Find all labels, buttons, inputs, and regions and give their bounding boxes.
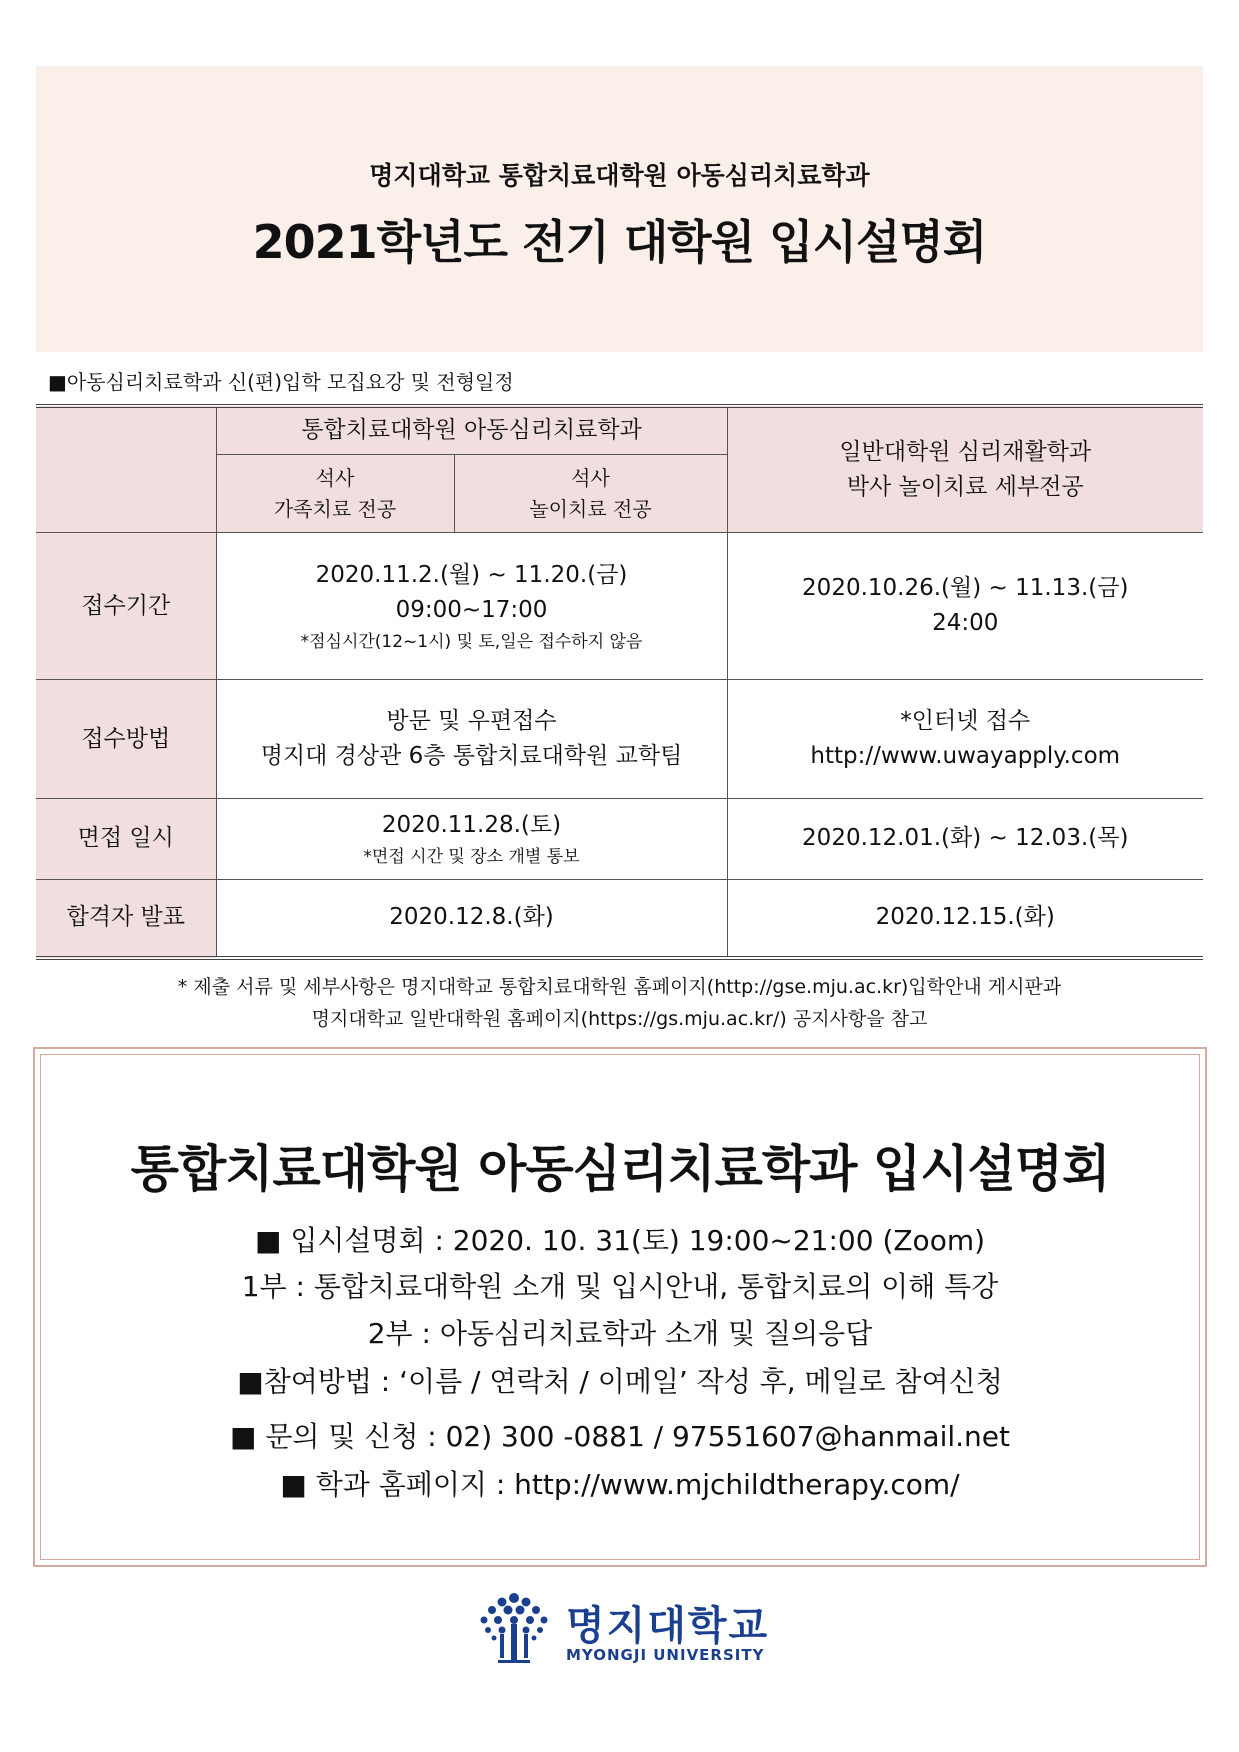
table-row [36,879,1203,958]
cell-line: *인터넷 접수 [900,707,1031,734]
cell-line: 2020.10.26.(월) ~ 11.13.(금) [802,574,1129,601]
info-line-part1: 1부 : 통합치료대학원 소개 및 입시안내, 통합치료의 이해 특강 [241,1270,999,1303]
col1a-major: 가족치료 전공 [273,496,397,521]
university-logo [474,1588,774,1668]
table-row [36,799,1203,880]
row-label: 합격자 발표 [36,879,216,958]
col2-header-line1: 일반대학원 심리재활학과 [839,438,1092,465]
info-line-part2: 2부 : 아동심리치료학과 소개 및 질의응답 [367,1317,873,1350]
cell-note: *면접 시간 및 장소 개별 통보 [363,846,580,867]
cell-line: 2020.11.28.(토) [381,812,562,839]
table-header-row [36,406,1203,454]
col1b-header [454,454,727,533]
info-session-box [33,1047,1207,1567]
info-line-method: ■참여방법 : ‘이름 / 연락처 / 이메일’ 작성 후, 메일로 참여신청 [237,1365,1003,1398]
row-cell: 2020.12.15.(화) [727,879,1203,958]
row-cell [727,680,1203,799]
info-title: 통합치료대학원 아동심리치료학과 입시설명회 [130,1140,1110,1198]
header-subtitle: 명지대학교 통합치료대학원 아동심리치료학과 [369,161,870,190]
cell-line: 2020.11.2.(월) ~ 11.20.(금) [315,561,628,588]
cell-note: *점심시간(12~1시) 및 토,일은 접수하지 않음 [300,631,643,652]
cell-line: 방문 및 우편접수 [386,707,557,734]
cell-line: 24:00 [932,610,999,637]
schedule-table [36,404,1203,960]
row-cell [216,799,727,880]
header-title: 2021학년도 전기 대학원 입시설명회 [252,215,987,269]
col1a-header [216,454,454,533]
col2-header [727,406,1203,533]
logo-korean-name: 명지대학교 [566,1603,770,1649]
col1b-degree: 석사 [571,465,610,490]
row-label: 접수기간 [36,533,216,680]
col2-header-line2: 박사 놀이치료 세부전공 [846,474,1084,501]
footnote-line2: 명지대학교 일반대학원 홈페이지(https://gs.mju.ac.kr/) 공지사항을 참고 [311,1008,928,1030]
tree-emblem-icon [474,1588,554,1666]
header-banner [36,66,1203,352]
footnote-line1: * 제출 서류 및 세부사항은 명지대학교 통합치료대학원 홈페이지(http://gse.mju.ac.kr)입학안내 게시판과 [177,976,1062,998]
col1a-degree: 석사 [315,465,355,490]
row-cell [216,533,727,680]
cell-line: 명지대 경상관 6층 통합치료대학원 교학팀 [260,743,683,770]
info-line-schedule: ■ 입시설명회 : 2020. 10. 31(토) 19:00~21:00 (Zoom) [254,1224,986,1257]
cell-line: 09:00~17:00 [395,597,548,624]
info-line-contact: ■ 문의 및 신청 : 02) 300 -0881 / 97551607@hanmail.net [229,1420,1011,1453]
row-label: 접수방법 [36,680,216,799]
info-line-homepage: ■ 학과 홈페이지 : http://www.mjchildtherapy.com/ [280,1468,960,1501]
cell-line: http://www.uwayapply.com [810,743,1121,770]
table-row [36,680,1203,799]
row-cell [727,533,1203,680]
row-label: 면접 일시 [36,799,216,880]
corner-cell [36,406,216,533]
col1-header: 통합치료대학원 아동심리치료학과 [216,406,727,454]
row-cell: 2020.12.8.(화) [216,879,727,958]
col1b-major: 놀이치료 전공 [529,496,652,521]
row-cell: 2020.12.01.(화) ~ 12.03.(목) [727,799,1203,880]
row-cell [216,680,727,799]
table-row [36,533,1203,680]
logo-english-name: MYONGJI UNIVERSITY [566,1646,765,1664]
section-label: ■아동심리치료학과 신(편)입학 모집요강 및 전형일정 [48,370,514,394]
